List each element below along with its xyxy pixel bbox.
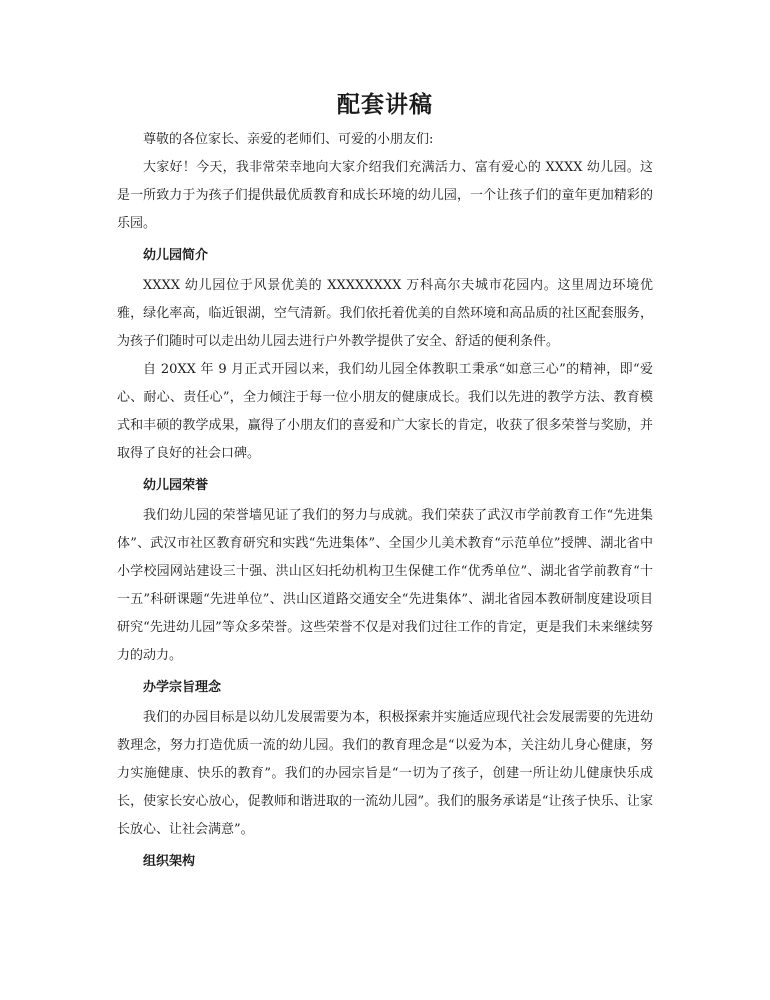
- section-organization: [117, 848, 653, 876]
- section-heading: 幼儿园简介: [143, 248, 209, 263]
- section-heading: 办学宗旨理念: [143, 680, 222, 695]
- section-heading: 组织架构: [143, 854, 196, 869]
- section-philosophy: [117, 674, 653, 844]
- section-paragraph: XXXX 幼儿园位于风景优美的 XXXXXXXX 万科高尔夫城市花园内。这里周边环境优雅，绿化率高，临近银湖，空气清新。我们依托着优美的自然环境和高品质的社区配套服务，为孩子们随时可以走出幼儿园去进行户外教学提供了安全、舒适的便利条件。: [117, 278, 653, 349]
- greeting-paragraph: 尊敬的各位家长、亲爱的老师们、可爱的小朋友们:: [143, 132, 434, 147]
- section-heading: 幼儿园荣誉: [143, 478, 209, 493]
- section-paragraph: 我们幼儿园的荣誉墙见证了我们的努力与成就。我们荣获了武汉市学前教育工作“先进集体”、武汉市社区教育研究和实践“先进集体”、全国少儿美术教育“示范单位”授牌、湖北省中小学校园网站建设三十强、洪山区妇托幼机构卫生保健工作“优秀单位”、湖北省学前教育“十一五”科研课题“先进单位”、洪山区道路交通安全“先进集体”、湖北省园本教研制度建设项目研究“先进幼儿园”等众多荣誉。这些荣誉不仅是对我们过往工作的肯定，更是我们未来继续努力的动力。: [117, 508, 653, 663]
- intro-paragraph: 大家好！今天，我非常荣幸地向大家介绍我们充满活力、富有爱心的 XXXX 幼儿园。这是一所致力于为孩子们提供最优质教育和成长环境的幼儿园，一个让孩子们的童年更加精彩的乐园。: [117, 160, 653, 231]
- section-introduction: [117, 242, 653, 468]
- section-honors: [117, 472, 653, 670]
- document-page: [117, 88, 653, 878]
- section-paragraph: 我们的办园目标是以幼儿发展需要为本，积极探索并实施适应现代社会发展需要的先进幼教理念，努力打造优质一流的幼儿园。我们的教育理念是“以爱为本，关注幼儿身心健康，努力实施健康、快乐的教育”。我们的办园宗旨是“一切为了孩子，创建一所让幼儿健康快乐成长，使家长安心放心，促教师和谐进取的一流幼儿园”。我们的服务承诺是“让孩子快乐、让家长放心、让社会满意”。: [117, 710, 653, 837]
- section-paragraph: 自 20XX 年 9 月正式开园以来，我们幼儿园全体教职工秉承“如意三心”的精神，即“爱心、耐心、责任心”，全力倾注于每一位小朋友的健康成长。我们以先进的教学方法、教育模式和丰硕的教学成果，赢得了小朋友们的喜爱和广大家长的肯定，收获了很多荣誉与奖励，并取得了良好的社会口碑。: [117, 362, 653, 461]
- document-title: 配套讲稿: [337, 91, 433, 118]
